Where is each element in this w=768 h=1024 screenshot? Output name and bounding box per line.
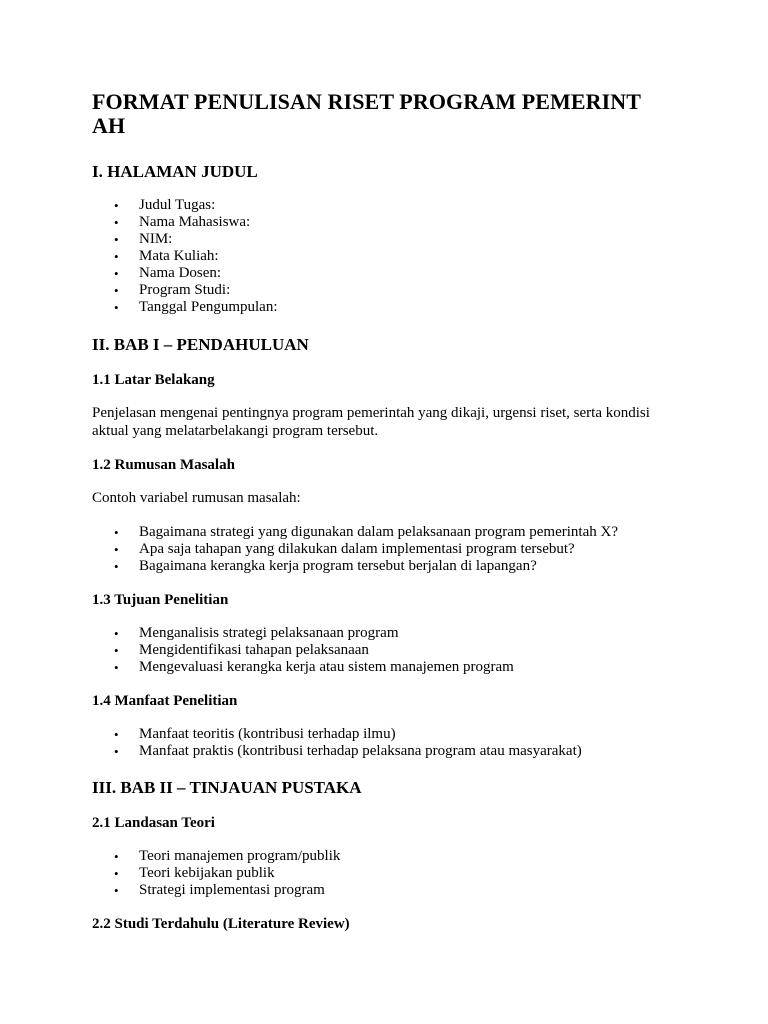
rumusan-masalah-list xyxy=(92,524,692,575)
list-item: • Tanggal Pengumpulan: xyxy=(114,299,278,315)
bullet-icon: • xyxy=(114,865,119,881)
list-item: • Teori kebijakan publik xyxy=(114,864,275,881)
bullet-icon: • xyxy=(114,625,119,641)
list-item: • Mata Kuliah: xyxy=(114,248,219,264)
bullet-icon: • xyxy=(114,300,119,315)
subsection-heading-tujuan-penelitian: 1.3 Tujuan Penelitian xyxy=(92,591,229,608)
list-item: • Strategi implementasi program xyxy=(114,881,325,898)
list-item: • Program Studi: xyxy=(114,282,231,298)
landasan-teori-list xyxy=(92,848,692,899)
subsection-heading-landasan-teori: 2.1 Landasan Teori xyxy=(92,814,215,831)
list-item: • Apa saja tahapan yang dilakukan dalam implementasi program tersebut? xyxy=(114,540,575,557)
section-heading-bab-2: III. BAB II – TINJAUAN PUSTAKA xyxy=(92,777,362,797)
bullet-icon: • xyxy=(114,215,119,230)
list-item: • Bagaimana strategi yang digunakan dalam pelaksanaan program pemerintah X? xyxy=(114,523,618,540)
list-item: • Teori manajemen program/publik xyxy=(114,847,341,864)
subsection-heading-manfaat-penelitian: 1.4 Manfaat Penelitian xyxy=(92,692,238,709)
subsection-heading-studi-terdahulu: 2.2 Studi Terdahulu (Literature Review) xyxy=(92,915,350,932)
list-item: • Nama Dosen: xyxy=(114,265,222,281)
latar-belakang-paragraph: Penjelasan mengenai pentingnya program pemerintah yang dikaji, urgensi riset, serta kondisi aktual yang melatarbelakangi program tersebut. xyxy=(92,405,650,439)
bullet-icon: • xyxy=(114,659,119,675)
list-item: • Judul Tugas: xyxy=(114,197,216,213)
manfaat-penelitian-list xyxy=(92,726,692,760)
bullet-icon: • xyxy=(114,726,119,742)
bullet-icon: • xyxy=(114,232,119,247)
section-heading-halaman-judul: I. HALAMAN JUDUL xyxy=(92,162,258,181)
bullet-icon: • xyxy=(114,558,119,574)
subsection-heading-rumusan-masalah: 1.2 Rumusan Masalah xyxy=(92,457,235,473)
bullet-icon: • xyxy=(114,541,119,557)
list-item: • Bagaimana kerangka kerja program tersebut berjalan di lapangan? xyxy=(114,557,537,574)
rumusan-masalah-intro: Contoh variabel rumusan masalah: xyxy=(92,490,301,506)
list-item: • Nama Mahasiswa: xyxy=(114,214,251,230)
list-item: • NIM: xyxy=(114,231,173,247)
bullet-icon: • xyxy=(114,524,119,540)
bullet-icon: • xyxy=(114,882,119,898)
bullet-icon: • xyxy=(114,266,119,281)
document-title xyxy=(92,90,692,138)
document-title-line-2: AH xyxy=(92,113,126,138)
list-item: • Manfaat teoritis (kontribusi terhadap ilmu) xyxy=(114,725,396,742)
bullet-icon: • xyxy=(114,249,119,264)
bullet-icon: • xyxy=(114,743,119,759)
list-item: • Mengevaluasi kerangka kerja atau sistem manajemen program xyxy=(114,658,514,675)
section-heading-bab-1: II. BAB I – PENDAHULUAN xyxy=(92,335,309,354)
document-title-line-1: FORMAT PENULISAN RISET PROGRAM PEMERINT xyxy=(92,89,642,114)
tujuan-penelitian-list xyxy=(92,625,692,676)
bullet-icon: • xyxy=(114,198,119,213)
bullet-icon: • xyxy=(114,642,119,658)
subsection-heading-latar-belakang: 1.1 Latar Belakang xyxy=(92,372,215,388)
list-item: • Menganalisis strategi pelaksanaan program xyxy=(114,624,399,641)
document-page xyxy=(92,90,692,933)
halaman-judul-list xyxy=(92,197,692,316)
bullet-icon: • xyxy=(114,848,119,864)
bullet-icon: • xyxy=(114,283,119,298)
list-item: • Mengidentifikasi tahapan pelaksanaan xyxy=(114,641,369,658)
list-item: • Manfaat praktis (kontribusi terhadap pelaksana program atau masyarakat) xyxy=(114,742,582,759)
